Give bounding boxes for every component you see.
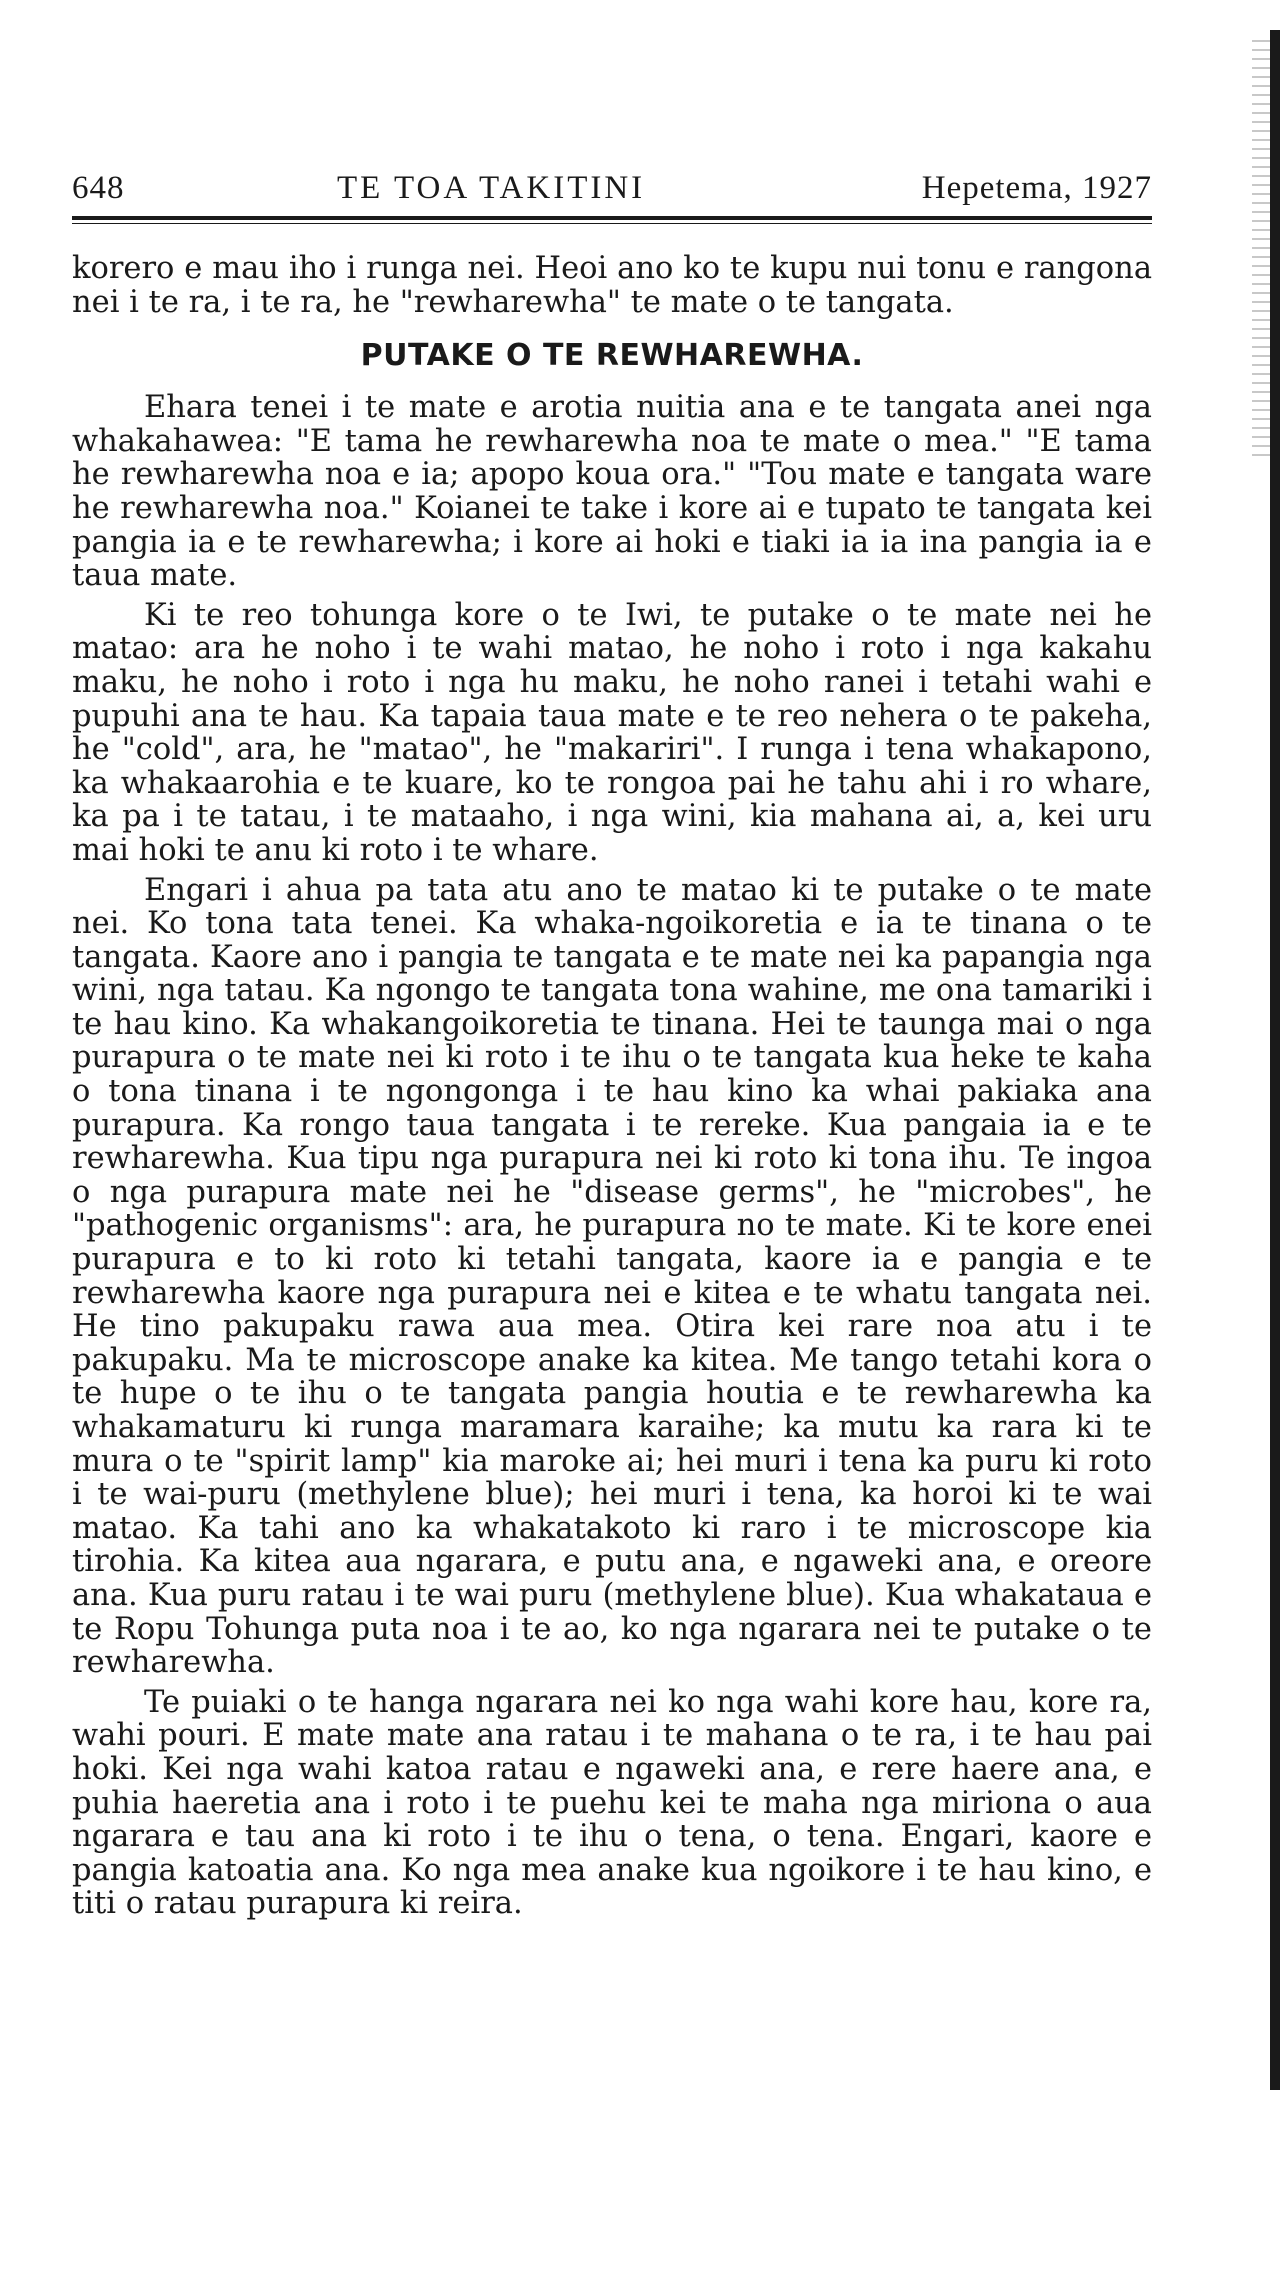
scan-edge-noise: [1252, 40, 1270, 460]
journal-title: TE TOA TAKITINI: [337, 170, 646, 206]
section-heading: PUTAKE O TE REWHAREWHA.: [360, 338, 864, 374]
scan-edge-shadow: [1270, 30, 1280, 2090]
header-rule-thick: [72, 216, 1152, 220]
page-number: 648: [72, 170, 125, 206]
header-rule-thin: [72, 223, 1152, 224]
document-page: [72, 0, 1152, 2275]
intro-paragraph: korero e mau iho i runga nei. Heoi ano ko te kupu nui tonu e rangona nei i te ra, i te ra, he "rewharewha" te mate o te tangata.: [72, 251, 1152, 320]
article-body: [72, 252, 1152, 1927]
paragraph: Engari i ahua pa tata atu ano te matao ki te putake o te mate nei. Ko tona tata tenei. Ka whaka-ngoikoretia e ia te tinana o te tangata. Kaore ano i pangia te tangata e te mate nei ka papangia nga wini, nga tatau. Ka ngongo te tangata tona wahine, me ona tamariki i te hau kino. Ka whakangoikoretia te tinana. Hei te taunga mai o nga purapura o te mate nei ki roto i te ihu o te tangata kua heke te kaha o tona tinana i te ngongonga i te hau kino ka whai pakiaka ana purapura. Ka rongo taua tangata i te rereke. Kua pangaia ia e te rewharewha. Kua tipu nga purapura nei ki roto ki tona ihu. Te ingoa o nga purapura mate nei he "disease germs", he "microbes", he "pathogenic organisms": ara, he purapura no te mate. Ki te kore enei purapura e to ki roto ki tetahi tangata, kaore ia e pangia e te rewharewha kaore nga purapura nei e kitea e te whatu tangata nei. He tino pakupaku rawa aua mea. Otira kei rare noa atu i te pakupaku. Ma te microscope anake ka kitea. Me tango tetahi kora o te hupe o te ihu o te tangata pangia houtia e te rewharewha ka whakamaturu ki runga maramara karaihe; ka mutu ka rara ki te mura o te "spirit lamp" kia maroke ai; hei muri i tena ka puru ki roto i te wai-puru (methylene blue); hei muri i tena, ka horoi ki te wai matao. Ka tahi ano ka whakatakoto ki raro i te microscope kia tirohia. Ka kitea aua ngarara, e putu ana, e ngaweki ana, e oreore ana. Kua puru ratau i te wai puru (methylene blue). Kua whakataua e te Ropu Tohunga puta noa i te ao, ko nga ngarara nei te putake o te rewharewha.: [72, 872, 1152, 1681]
paragraph: Ki te reo tohunga kore o te Iwi, te putake o te mate nei he matao: ara he noho i te wahi matao, he noho i roto i nga kakahu maku, he noho i roto i nga hu maku, he noho ranei i tetahi wahi e pupuhi ana te hau. Ka tapaia taua mate e te reo nehera o te pakeha, he "cold", ara, he "matao", he "makariri". I runga i tena whakapono, ka whakaarohia e te kuare, ko te rongoa pai he tahu ahi i ro whare, ka pa i te tatau, i te mataaho, i nga wini, kia mahana ai, a, kei uru mai hoki te anu ki roto i te whare.: [72, 597, 1152, 868]
issue-date: Hepetema, 1927: [921, 170, 1152, 206]
paragraph: Te puiaki o te hanga ngarara nei ko nga wahi kore hau, kore ra, wahi pouri. E mate mate ana ratau i te mahana o te ra, i te hau pai hoki. Kei nga wahi katoa ratau e ngaweki ana, e rere haere ana, e puhia haeretia ana i roto i te puehu kei te maha nga miriona o aua ngarara e tau ana ki roto i te ihu o tena, o tena. Engari, kaore e pangia katoatia ana. Ko nga mea anake kua ngoikore i te hau kino, e titi o ratau purapura ki reira.: [72, 1684, 1152, 1922]
paragraph: Ehara tenei i te mate e arotia nuitia ana e te tangata anei nga whakahawea: "E tama he rewharewha noa te mate o mea." "E tama he rewharewha noa e ia; apopo koua ora." "Tou mate e tangata ware he rewharewha noa." Koianei te take i kore ai e tupato te tangata kei pangia ia e te rewharewha; i kore ai hoki e tiaki ia ia ina pangia ia e taua mate.: [72, 390, 1152, 594]
running-header: [72, 170, 1152, 214]
